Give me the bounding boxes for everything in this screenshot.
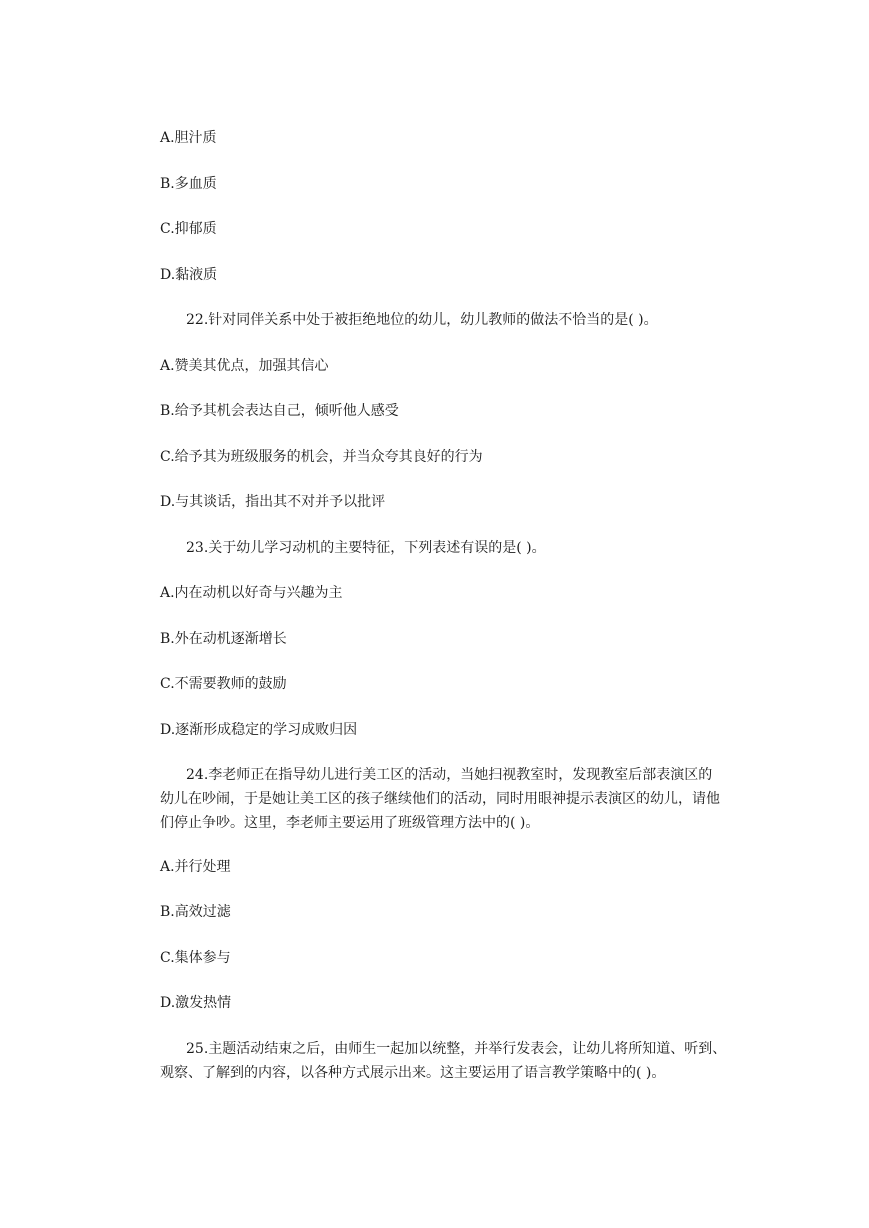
q23-option-c: C.不需要教师的鼓励: [160, 676, 287, 692]
q25-stem-line-1: 25.主题活动结束之后，由师生一起加以统整，并举行发表会，让幼儿将所知道、听到、: [186, 1041, 727, 1057]
q22-stem: 22.针对同伴关系中处于被拒绝地位的幼儿，幼儿教师的做法不恰当的是( )。: [186, 312, 658, 328]
q21-option-b: B.多血质: [160, 176, 217, 192]
q21-option-d: D.黏液质: [160, 267, 218, 283]
q24-option-c: C.集体参与: [160, 950, 231, 966]
q24-stem-line-1: 24.李老师正在指导幼儿进行美工区的活动，当她扫视教室时，发现教室后部表演区的: [186, 767, 713, 783]
q21-option-a: A.胆汁质: [160, 130, 217, 146]
q22-option-c: C.给予其为班级服务的机会，并当众夸其良好的行为: [160, 449, 483, 465]
q24-option-d: D.激发热情: [160, 995, 232, 1011]
q21-option-c: C.抑郁质: [160, 221, 217, 237]
q24-option-a: A.并行处理: [160, 859, 231, 875]
q25-stem-line-2: 观察、了解到的内容，以各种方式展示出来。这主要运用了语言教学策略中的( )。: [160, 1065, 666, 1081]
q22-option-d: D.与其谈话，指出其不对并予以批评: [160, 494, 386, 510]
q23-option-d: D.逐渐形成稳定的学习成败归因: [160, 722, 358, 738]
q23-stem: 23.关于幼儿学习动机的主要特征，下列表述有误的是( )。: [186, 540, 546, 556]
q24-stem-line-2: 幼儿在吵闹，于是她让美工区的孩子继续他们的活动，同时用眼神提示表演区的幼儿，请他: [160, 791, 720, 807]
q23-option-b: B.外在动机逐渐增长: [160, 631, 287, 647]
q24-stem-line-3: 们停止争吵。这里，李老师主要运用了班级管理方法中的( )。: [160, 815, 540, 831]
q23-option-a: A.内在动机以好奇与兴趣为主: [160, 585, 343, 601]
q22-option-b: B.给予其机会表达自己，倾听他人感受: [160, 403, 399, 419]
q24-option-b: B.高效过滤: [160, 904, 231, 920]
q22-option-a: A.赞美其优点，加强其信心: [160, 358, 329, 374]
